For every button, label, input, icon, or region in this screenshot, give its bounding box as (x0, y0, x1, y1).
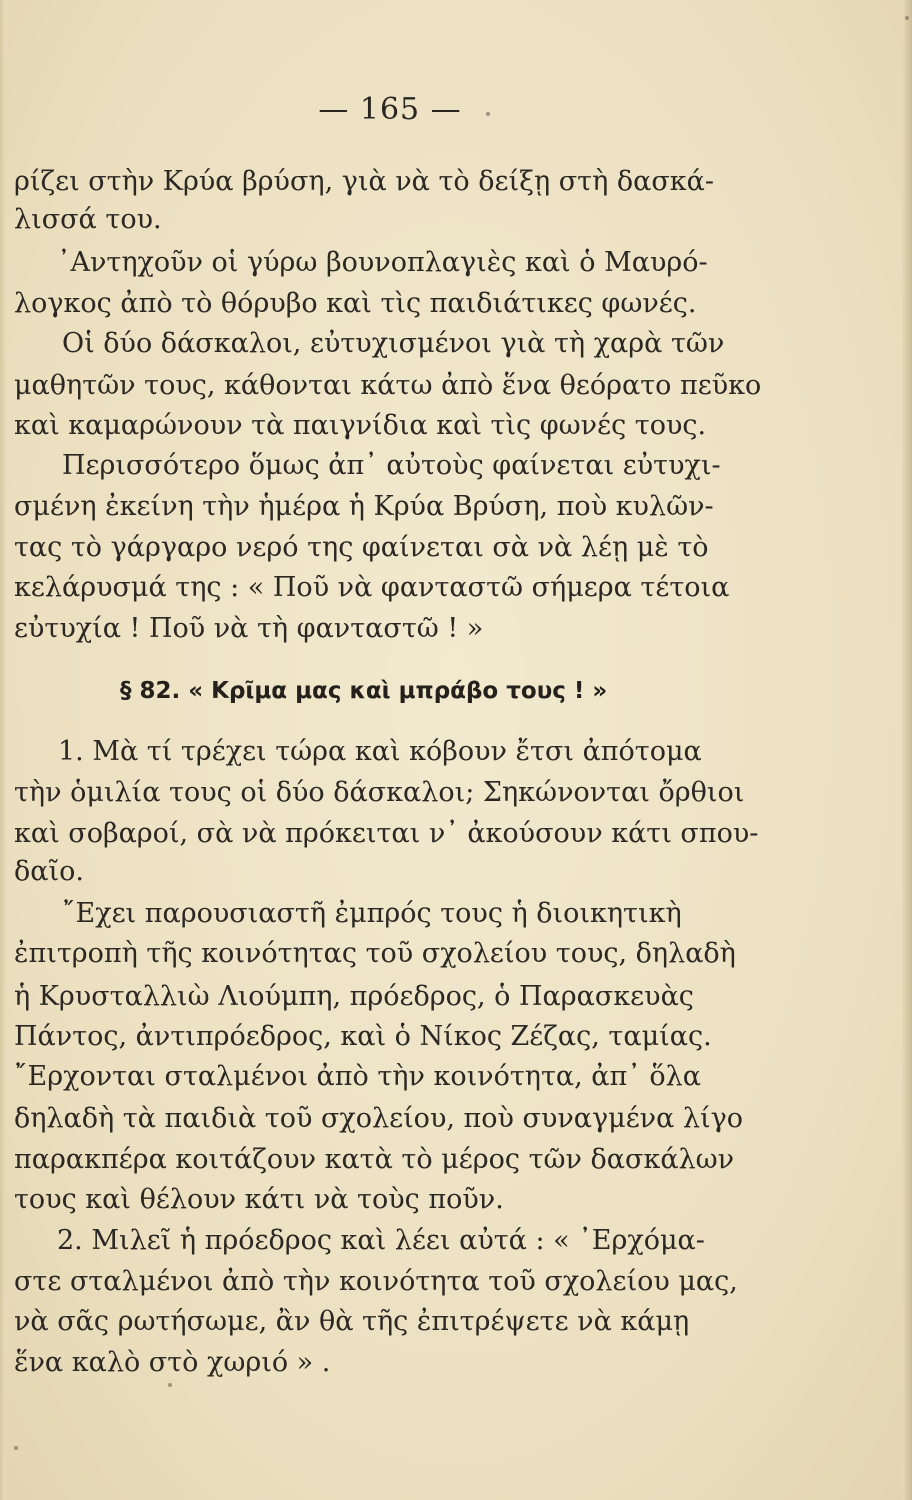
text-line: ρίζει στὴν Κρύα βρύση, γιὰ νὰ τὸ δείξῃ στὴ δασκά- (14, 166, 715, 197)
text-line: καὶ καμαρώνουν τὰ παιγνίδια καὶ τὶς φωνές τους. (14, 410, 707, 441)
text-line: 1. Μὰ τί τρέχει τώρα καὶ κόβουν ἔτσι ἀπότομα (58, 736, 702, 767)
text-line: Οἱ δύο δάσκαλοι, εὐτυχισμένοι γιὰ τὴ χαρὰ τῶν (62, 328, 725, 359)
text-line: ῎Εχει παρουσιαστῆ ἐμπρός τους ἡ διοικητικὴ (62, 898, 682, 929)
text-line: ἕνα καλὸ στὸ χωριό » . (14, 1347, 331, 1378)
text-line: στε σταλμένοι ἀπὸ τὴν κοινότητα τοῦ σχολείου μας, (14, 1266, 738, 1297)
text-line: παρακπέρα κοιτάζουν κατὰ τὸ μέρος τῶν δασκάλων (14, 1144, 735, 1175)
paper-speck (14, 1446, 18, 1450)
section-heading: § 82. « Κρῖμα μας καὶ μπράβο τους ! » (120, 678, 608, 704)
text-line: εὐτυχία ! Ποῦ νὰ τὴ φανταστῶ ! » (14, 613, 484, 644)
text-line: ἡ Κρυσταλλιὼ Λιούμπη, πρόεδρος, ὁ Παρασκευὰς (14, 981, 694, 1012)
text-line: Περισσότερο ὅμως ἀπ᾿ αὐτοὺς φαίνεται εὐτυχι- (62, 450, 721, 481)
text-line: Πάντος, ἀντιπρόεδρος, καὶ ὁ Νίκος Ζέζας, ταμίας. (14, 1021, 712, 1052)
page-left-edge (0, 0, 6, 1500)
text-line: μαθητῶν τους, κάθονται κάτω ἀπὸ ἕνα θεόρατο πεῦκο (14, 370, 762, 401)
text-line: τους καὶ θέλουν κάτι νὰ τοὺς ποῦν. (14, 1184, 504, 1215)
text-line: ἐπιτροπὴ τῆς κοινότητας τοῦ σχολείου τους, δηλαδὴ (14, 938, 736, 969)
paper-speck (486, 112, 490, 116)
text-line: δηλαδὴ τὰ παιδιὰ τοῦ σχολείου, ποὺ συναγμένα λίγο (14, 1103, 743, 1134)
text-line: 2. Μιλεῖ ἡ πρόεδρος καὶ λέει αὐτά : « ᾿Ερχόμα- (57, 1225, 705, 1256)
text-line: σμένη ἐκείνη τὴν ἡμέρα ἡ Κρύα Βρύση, ποὺ κυλῶν- (14, 491, 714, 522)
text-line: καὶ σοβαροί, σὰ νὰ πρόκειται ν᾿ ἀκούσουν κάτι σπου- (14, 818, 759, 849)
text-line: λισσά του. (14, 204, 162, 235)
text-line: ᾿Αντηχοῦν οἱ γύρω βουνοπλαγιὲς καὶ ὁ Μαυρό- (57, 247, 708, 278)
text-line: νὰ σᾶς ρωτήσωμε, ἂν θὰ τῆς ἐπιτρέψετε νὰ κάμῃ (14, 1306, 690, 1337)
paper-speck (905, 16, 909, 20)
text-line: τὴν ὁμιλία τους οἱ δύο δάσκαλοι; Σηκώνονται ὄρθιοι (14, 777, 745, 808)
text-line: τας τὸ γάργαρο νερό της φαίνεται σὰ νὰ λέῃ μὲ τὸ (14, 532, 709, 563)
page-right-edge (902, 0, 912, 1500)
paper-speck (168, 1383, 172, 1387)
page-number: — 165 — (318, 92, 462, 127)
text-line: δαῖο. (14, 856, 84, 887)
text-line: λογκος ἀπὸ τὸ θόρυβο καὶ τὶς παιδιάτικες φωνές. (14, 288, 697, 319)
text-line: κελάρυσμά της : « Ποῦ νὰ φανταστῶ σήμερα τέτοια (14, 572, 730, 603)
text-line: ῎Ερχονται σταλμένοι ἀπὸ τὴν κοινότητα, ἀπ᾿ ὅλα (14, 1061, 701, 1092)
